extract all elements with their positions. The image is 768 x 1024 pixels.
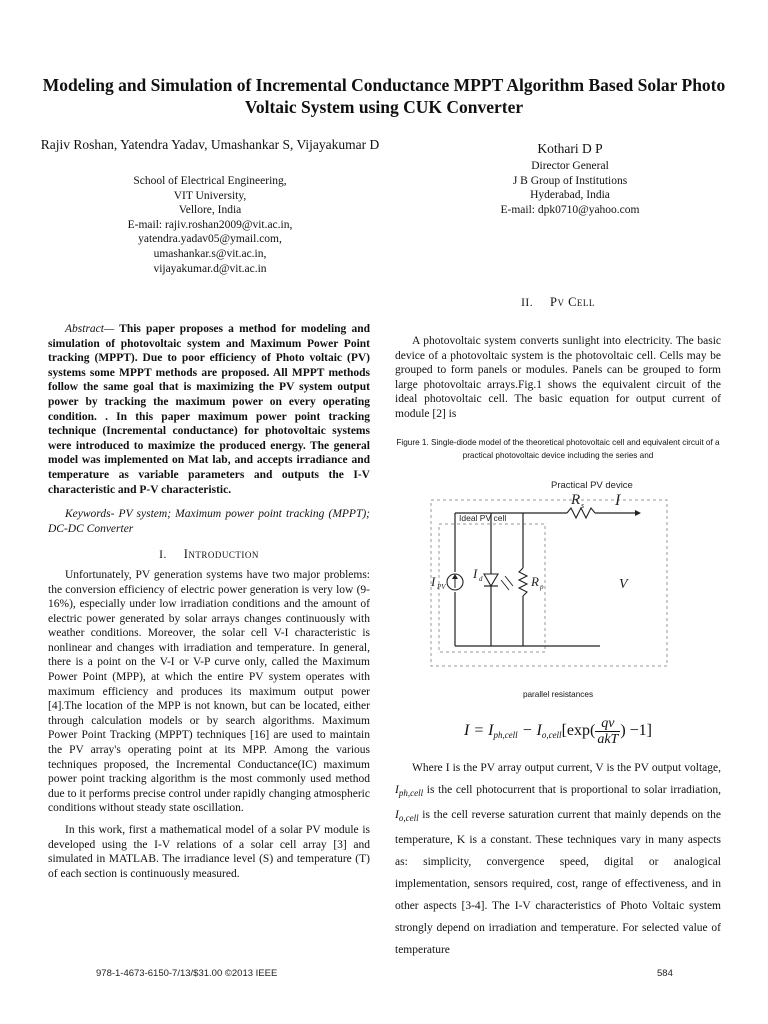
practical-device-box [431,500,667,666]
paragraph [395,757,721,961]
affiliation-line: yatendra.yadav05@ymail.com, [138,233,282,246]
section-number: I. [159,549,167,562]
text-run: is the cell reverse saturation current that mainly depends on the temperature, K is a constant. These techniques vary in many aspects as: simplicity, convergence speed, digital or analogical implementation, sensors required, cost, range of effectiveness, and in other aspects [3-4]. The I-V characteristics of Photo Voltaic system strongly depend on irradiation and temperature. For selected value of temperature [395,809,721,957]
affiliation-line: vijayakumar.d@vit.ac.in [153,262,267,275]
circuit-diagram [395,468,721,676]
affiliation-line: Vellore, India [178,204,242,217]
affiliation-right [414,159,726,217]
label-practical-device: Practical PV device [551,479,633,491]
section-title: Introduction [183,547,259,562]
section-heading-introduction [48,547,370,563]
label-output-current: I [615,491,621,509]
pv-circuit-figure [395,468,721,676]
diode [484,574,498,586]
label-id-sub: d [479,574,483,583]
eq-fraction [595,716,620,747]
label-rp-sub: p [540,582,544,591]
affiliation-line: VIT University, [173,189,247,202]
section-number: II. [521,297,534,309]
figure-caption: Figure 1. Single-diode model of the theoretical photovoltaic cell and equivalent circuit of a practical photovoltaic device including the series and [396,437,720,460]
authors-left: Rajiv Roshan, Yatendra Yadav, Umashankar S, Vijayakumar D [40,137,380,152]
paragraph: A photovoltaic system converts sunlight into electricity. The basic device of a photovoltaic system is the photovoltaic cell. Cells may be grouped to form panels or modules. Panels can be grouped to form large photovoltaic arrays.Fig.1 shows the equivalent circuit of the ideal photovoltaic cell. The basic equation for output current of module [2] is [395,335,721,420]
eq-lhs: I = I [463,722,494,740]
label-voltage: V [619,576,628,592]
keywords: Keywords- PV system; Maximum power point tracking (MPPT); DC-DC Converter [48,508,370,535]
label-iph: I [431,573,436,589]
footer-copyright: 978-1-4673-6150-7/13/$31.00 ©2013 IEEE [96,968,278,979]
left-column [48,322,370,881]
parallel-resistor [519,568,527,596]
paragraph: In this work, first a mathematical model of a solar PV module is developed using the I-V relations of a solar cell array [3] and simulated in MATLAB. The irradiance level (S) and temperature (T) of each section is continuously measured. [48,824,370,880]
label-rs: R [571,491,581,508]
affiliation-line: umashankar.s@vit.ac.in, [153,247,267,260]
eq-numerator: qv [595,716,620,732]
affiliation-left [50,174,370,276]
affiliation-line: School of Electrical Engineering, [133,175,287,187]
page-number: 584 [657,968,673,979]
eq-minus: − I [517,722,542,740]
current-arrow [635,510,641,516]
label-rs-sub: s [581,500,585,510]
figure-caption-continued: parallel resistances [522,689,594,699]
label-ideal-cell: Ideal PV cell [459,512,507,523]
right-column [395,334,721,961]
text-run: Where I is the PV array output current, V is the PV output voltage, [412,762,721,775]
affiliation-line: J B Group of Institutions [512,174,628,187]
abstract [48,322,370,497]
authors-right: Kothari D P [537,141,603,156]
eq-tail: ) −1] [620,722,653,740]
affiliation-line: Director General [531,160,609,172]
eq-denominator: akT [597,732,619,748]
label-iph-sub: PV [437,582,446,591]
eq-sub2: o,cell [541,730,562,741]
symbol-io-sub: o,cell [398,813,419,824]
eq-sub1: ph,cell [493,730,518,741]
label-id: I [473,565,478,581]
symbol-io: I [395,809,399,822]
label-rp: R [531,573,539,589]
section-heading-pv-cell [395,295,721,310]
symbol-iph: I [395,784,399,797]
section-title: Pv Cell [550,295,595,309]
affiliation-line: E-mail: dpk0710@yahoo.com [500,203,640,216]
affiliation-line: Hyderabad, India [530,189,610,202]
abstract-text: This paper proposes a method for modeling and simulation of photovoltaic system and Maximum Power Point tracking (MPPT). Due to poor efficiency of Photo voltaic (PV) systems some MPPT methods are proposed. All MPPT methods follow the same goal that is maximizing the PV system output power by tracking the maximum power on every operating condition. . In this paper maximum power point tracking technique (Incremental conductance) for photovoltaic systems were introduced to maximize the produced energy. The general model was implemented on Mat lab, and accepts irradiance and temperature as variable parameters and outputs the I-V characteristic and P-V characteristic. [48,323,370,496]
abstract-label: Abstract— [65,323,115,335]
eq-bracket: [exp( [561,722,596,740]
symbol-iph-sub: ph,cell [398,788,424,799]
text-run: is the cell photocurrent that is proportional to solar irradiation, [423,784,721,797]
affiliation-line: E-mail: rajiv.roshan2009@vit.ac.in, [127,218,293,231]
paper-title: Modeling and Simulation of Incremental Conductance MPPT Algorithm Based Solar Photo Voltaic System using CUK Converter [42,75,726,117]
paragraph: Unfortunately, PV generation systems have two major problems: the conversion efficiency of electric power generation is very low (9-16%), especially under low irradiation conditions and the amount of electric power generated by solar arrays changes continuously with weather conditions. Moreover, the solar cell V-I characteristic is nonlinear and changes with irradiation and temperature. In general, there is a point on the V-I or V-P curve only, called the Maximum Power Point (MPP), at which the entire PV system operates with maximum efficiency and produces its maximum output power [4].The location of the MPP is not known, but can be located, either through calculation models or by search algorithms. Maximum Power Point Tracking (MPPT) techniques [16] are used to maintain the PV array's operating point at its MPP. Among the various techniques proposed, the Incremental Conductance(IC) maximum power point tracking algorithm is the most commonly used method due to it performs precise control under rapidly changing atmospheric conditions without steady state oscillation. [48,568,370,815]
output-current-equation [395,716,721,747]
